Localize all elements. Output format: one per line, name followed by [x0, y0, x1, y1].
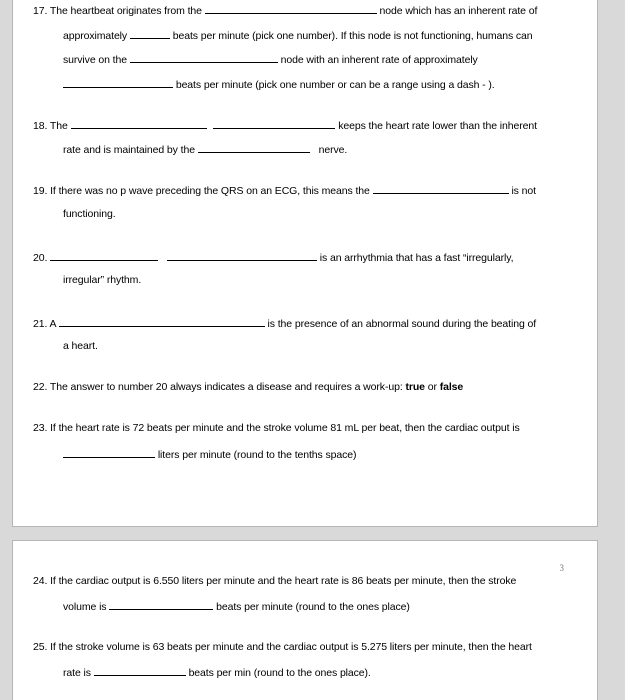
- q18-text: rate and is maintained by the: [63, 144, 195, 156]
- q20-blank-1[interactable]: [50, 250, 158, 261]
- q25-text: 25. If the stroke volume is 63 beats per minute and the cardiac output is 5.275 liters per minute, then the heart: [33, 641, 532, 653]
- q19-line-1: [33, 183, 536, 197]
- q20-text: is an arrhythmia that has a fast “irregularly,: [319, 252, 514, 264]
- q18-blank-3[interactable]: [198, 142, 310, 153]
- q17-line-3: [63, 52, 478, 66]
- q17-blank-3[interactable]: [130, 52, 278, 63]
- q17-text: node which has an inherent rate of: [379, 5, 538, 17]
- page-number: 3: [559, 563, 564, 573]
- q23-blank-1[interactable]: [63, 447, 155, 458]
- q18-blank-2[interactable]: [213, 118, 335, 129]
- q17-text: node with an inherent rate of approximately: [280, 54, 478, 66]
- q20-line-2: [63, 274, 141, 286]
- q20-text: irregular” rhythm.: [63, 274, 142, 286]
- q18-line-1: [33, 118, 537, 132]
- q24-text: volume is: [63, 601, 107, 613]
- q22-false-option[interactable]: false: [439, 381, 464, 393]
- q21-text: is the presence of an abnormal sound during the beating of: [267, 318, 537, 330]
- q19-text: is not: [511, 185, 536, 197]
- q21-blank-1[interactable]: [59, 316, 265, 327]
- q20-line-1: [33, 250, 513, 264]
- worksheet-page-1: [12, 0, 598, 527]
- q25-blank-1[interactable]: [94, 665, 186, 676]
- q21-line-2: [63, 340, 98, 352]
- q20-text: 20.: [33, 252, 48, 264]
- q17-text: beats per minute (pick one number or can be a range using a dash - ).: [175, 79, 495, 91]
- q19-text: functioning.: [63, 208, 116, 220]
- q24-text: 24. If the cardiac output is 6.550 liters per minute and the heart rate is 86 beats per minute, then the stroke: [33, 575, 517, 587]
- q18-text: nerve.: [318, 144, 348, 156]
- q21-text: 21. A: [33, 318, 56, 330]
- q23-text: 23. If the heart rate is 72 beats per minute and the stroke volume 81 mL per beat, then the cardiac output is: [33, 422, 520, 434]
- q25-line-1: [33, 641, 532, 653]
- q19-line-2: [63, 208, 116, 220]
- q22-text: 22. The answer to number 20 always indicates a disease and requires a work-up:: [33, 381, 403, 393]
- q23-text: liters per minute (round to the tenths space): [157, 449, 357, 461]
- q18-text: keeps the heart rate lower than the inherent: [338, 120, 537, 132]
- q17-line-1: [33, 3, 537, 17]
- q19-text: 19. If there was no p wave preceding the QRS on an ECG, this means the: [33, 185, 370, 197]
- q24-text: beats per minute (round to the ones place): [216, 601, 410, 613]
- q24-line-2: [63, 599, 410, 613]
- q17-text: beats per minute (pick one number). If this node is not functioning, humans can: [172, 30, 533, 42]
- q18-line-2: [63, 142, 347, 156]
- q17-text: approximately: [63, 30, 128, 42]
- q17-blank-4[interactable]: [63, 77, 173, 88]
- q17-blank-1[interactable]: [205, 3, 377, 14]
- q23-line-1: [33, 422, 520, 434]
- q21-text: a heart.: [63, 340, 98, 352]
- q25-line-2: [63, 665, 371, 679]
- q17-blank-2[interactable]: [130, 28, 170, 39]
- q22-or: or: [427, 381, 437, 393]
- q21-line-1: [33, 316, 536, 330]
- q20-blank-2[interactable]: [167, 250, 317, 261]
- worksheet-page-2: [12, 540, 598, 700]
- q17-text: survive on the: [63, 54, 127, 66]
- q17-text: 17. The heartbeat originates from the: [33, 5, 202, 17]
- q22-line-1: [33, 381, 463, 393]
- q23-line-2: [63, 447, 356, 461]
- q25-text: beats per min (round to the ones place).: [188, 667, 371, 679]
- q19-blank-1[interactable]: [373, 183, 509, 194]
- q24-blank-1[interactable]: [109, 599, 213, 610]
- q24-line-1: [33, 575, 516, 587]
- q17-line-4: [63, 77, 495, 91]
- q22-true-option[interactable]: true: [405, 381, 425, 393]
- q18-text: 18. The: [33, 120, 68, 132]
- q25-text: rate is: [63, 667, 91, 679]
- q17-line-2: [63, 28, 533, 42]
- q18-blank-1[interactable]: [71, 118, 207, 129]
